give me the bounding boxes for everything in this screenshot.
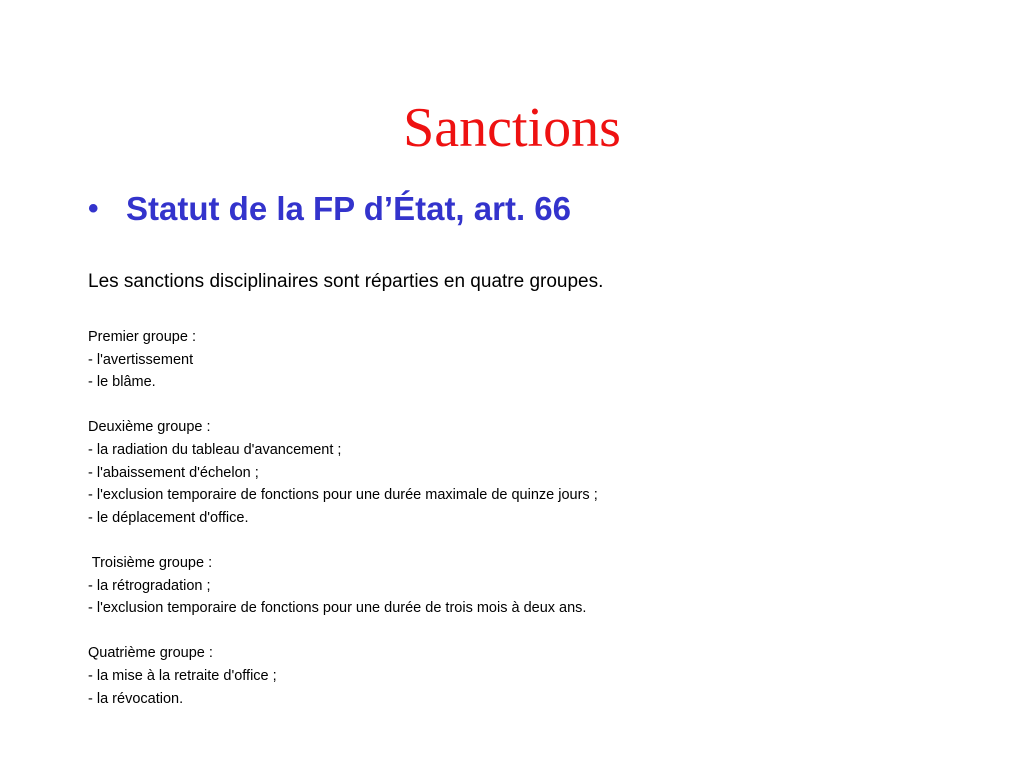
text-line: - la rétrogradation ; xyxy=(88,577,211,594)
text-line: Premier groupe : xyxy=(88,329,196,345)
sanctions-list xyxy=(88,326,988,710)
bullet-dot-icon: • xyxy=(88,191,99,225)
text-line: - l'exclusion temporaire de fonctions pour une durée maximale de quinze jours ; xyxy=(88,487,598,504)
text-line: - l'abaissement d'échelon ; xyxy=(88,464,259,481)
text-line: - la mise à la retraite d'office ; xyxy=(88,667,277,684)
blank-line xyxy=(88,529,988,552)
text-line: Troisième groupe : xyxy=(88,554,213,571)
bullet-item xyxy=(88,192,571,225)
bullet-text: Statut de la FP d’État, art. 66 xyxy=(126,190,572,227)
text-line: - le déplacement d'office. xyxy=(88,509,249,526)
text-line: - l'exclusion temporaire de fonctions pour une durée de trois mois à deux ans. xyxy=(88,600,587,617)
text-line: - la radiation du tableau d'avancement ; xyxy=(88,441,342,458)
text-line: Deuxième groupe : xyxy=(88,419,211,436)
intro-paragraph: Les sanctions disciplinaires sont réparties en quatre groupes. xyxy=(88,271,604,292)
text-line: - le blâme. xyxy=(88,374,156,391)
blank-line xyxy=(88,620,988,643)
text-line: Quatrième groupe : xyxy=(88,645,213,662)
text-line: - la révocation. xyxy=(88,690,184,707)
blank-line xyxy=(88,394,988,417)
text-line: - l'avertissement xyxy=(88,351,194,368)
slide-title: Sanctions xyxy=(403,97,621,159)
